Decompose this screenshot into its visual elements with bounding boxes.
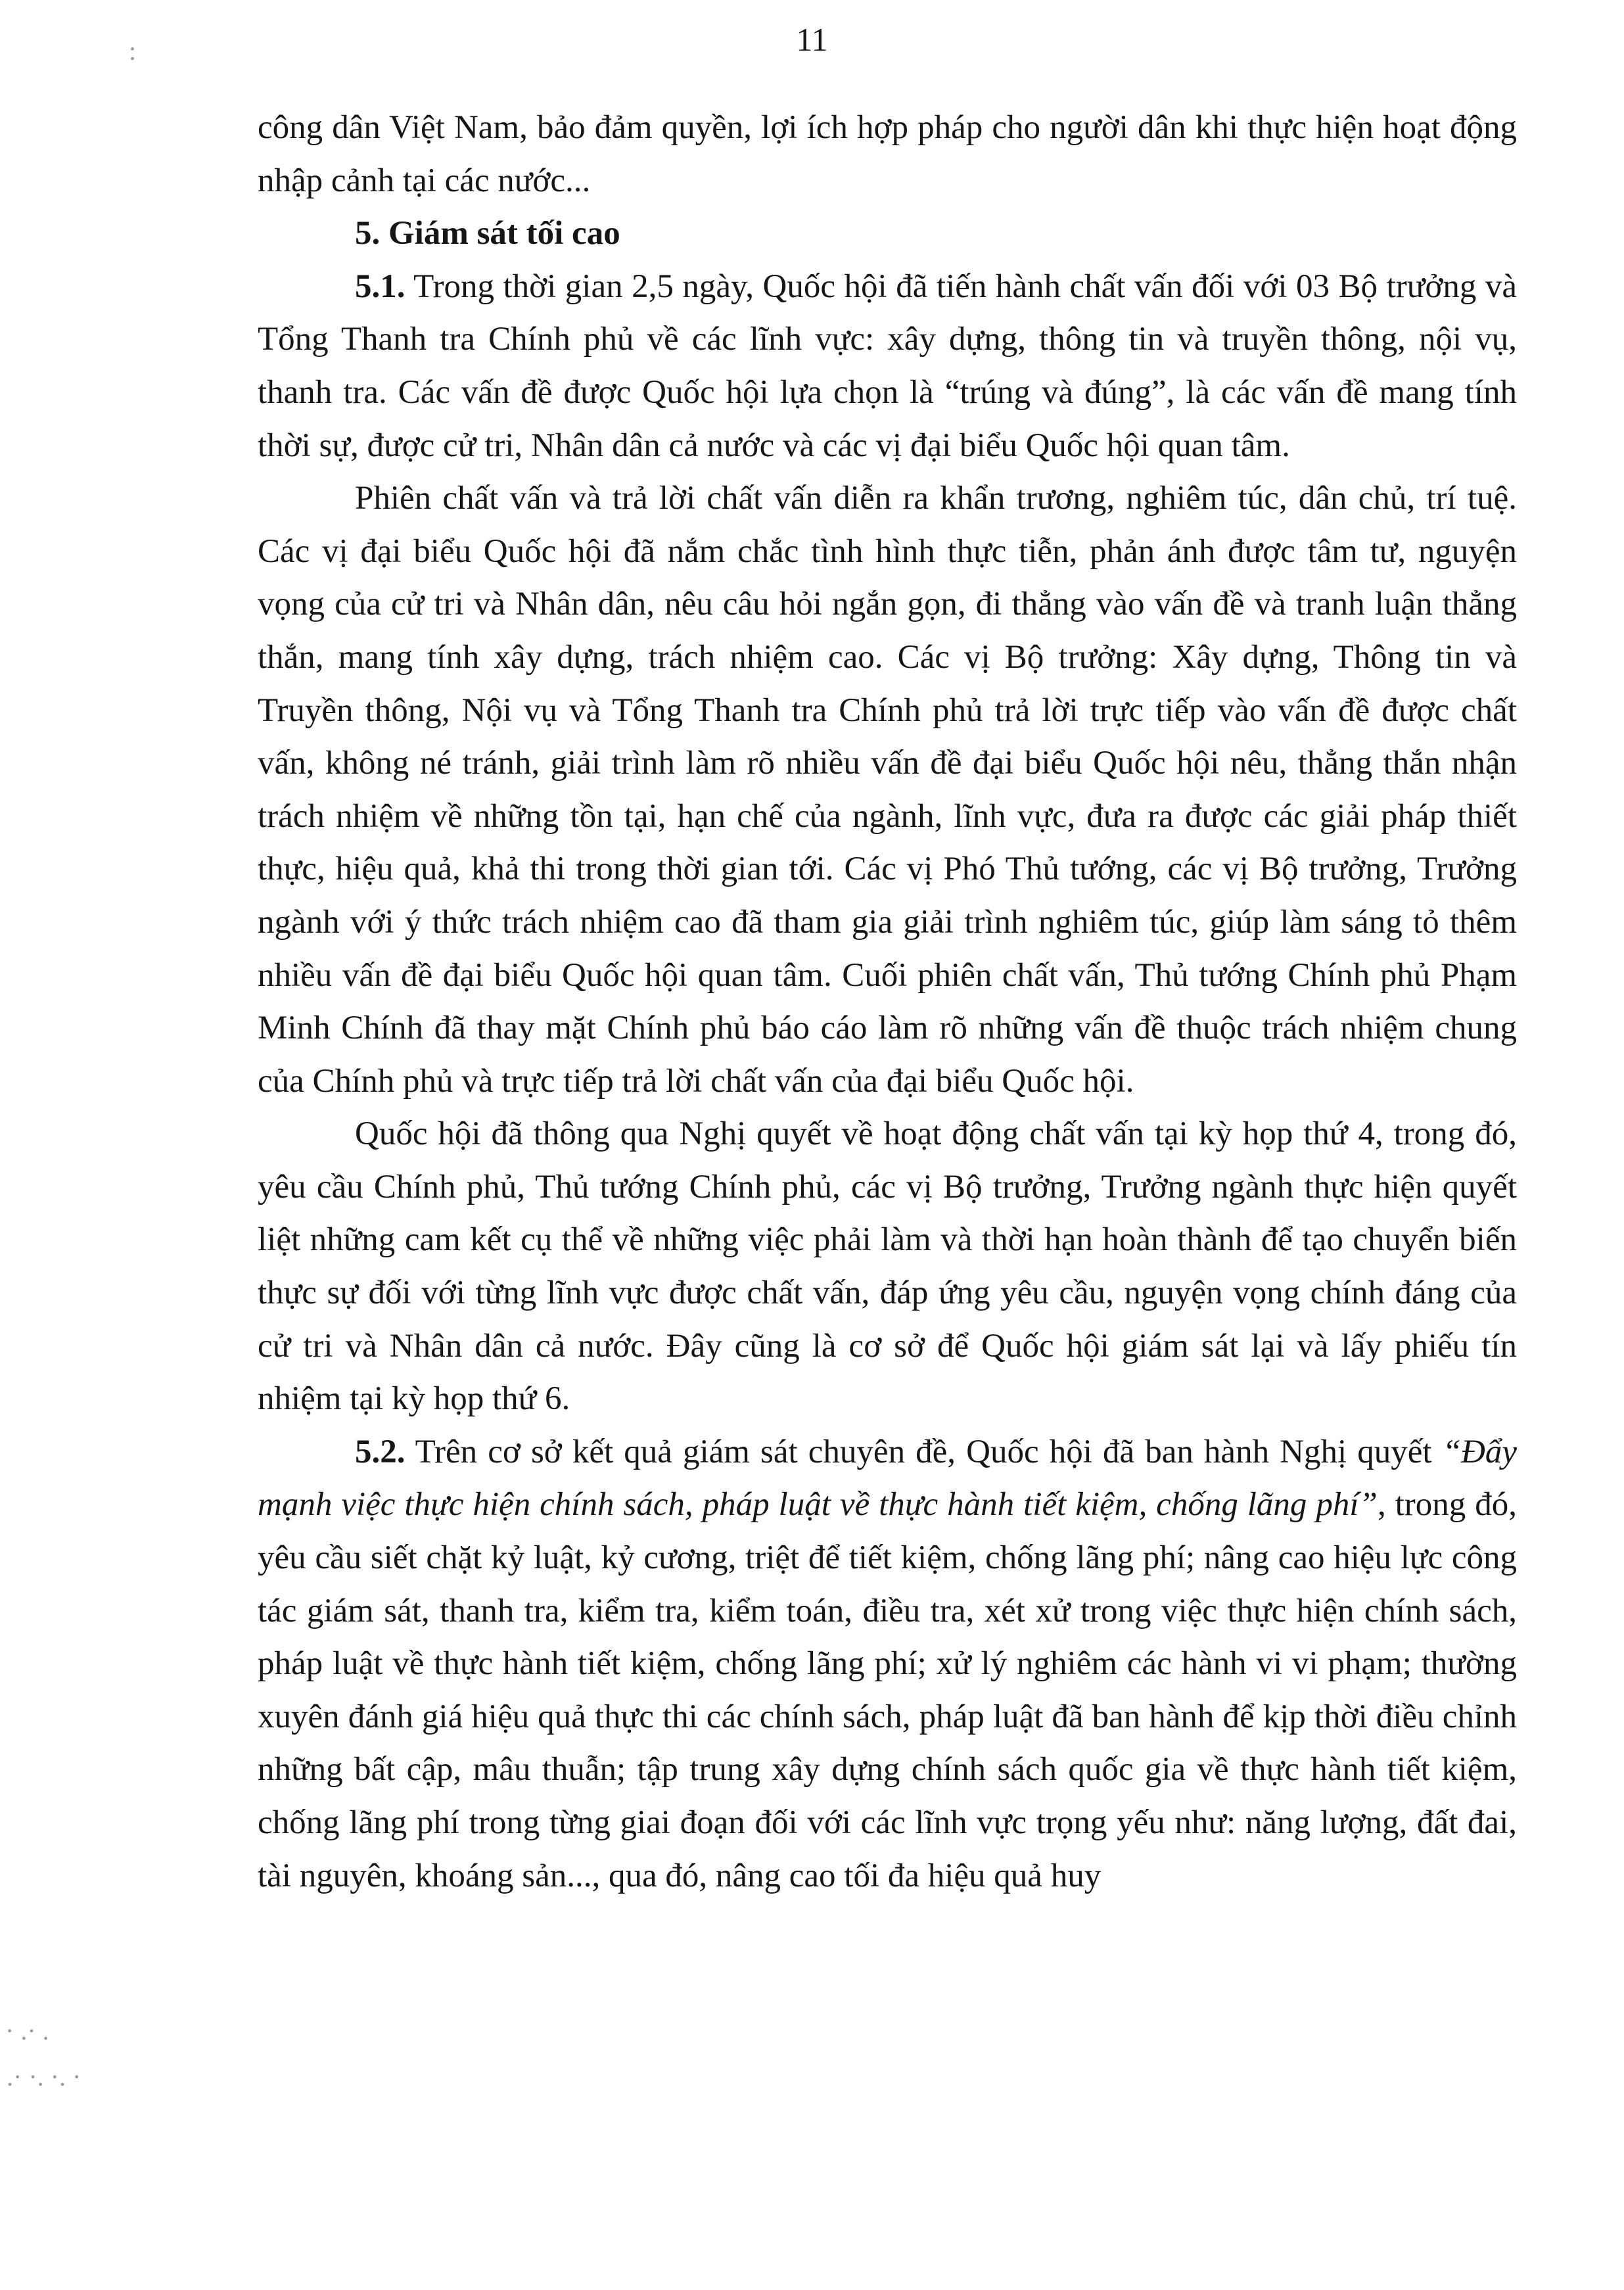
document-body (258, 101, 1517, 1902)
item-label: 5.2. (355, 1433, 406, 1470)
paragraph-text: Trên cơ sở kết quả giám sát chuyên đề, Quốc hội đã ban hành Nghị quyết (405, 1433, 1443, 1470)
paragraph-continuation: công dân Việt Nam, bảo đảm quyền, lợi ích hợp pháp cho người dân khi thực hiện hoạt động nhập cảnh tại các nước... (258, 109, 1517, 199)
paragraph-5-1 (258, 260, 1517, 472)
scan-speck: .· ·. ·. · (7, 2062, 81, 2091)
paragraph-text: , trong đó, yêu cầu siết chặt kỷ luật, kỷ cương, triệt để tiết kiệm, chống lãng phí; nâng cao hiệu lực công tác giám sát, thanh tra, kiểm tra, kiểm toán, điều tra, xét xử trong việc thực hiện chính sách, pháp luật về thực hành tiết kiệm, chống lãng phí; xử lý nghiêm các hành vi vi phạm; thường xuyên đánh giá hiệu quả thực thi các chính sách, pháp luật đã ban hành để kịp thời điều chỉnh những bất cập, mâu thuẫn; tập trung xây dựng chính sách quốc gia về thực hành tiết kiệm, chống lãng phí trong từng giai đoạn đối với các lĩnh vực trọng yếu như: năng lượng, đất đai, tài nguyên, khoáng sản..., qua đó, nâng cao tối đa hiệu quả huy (258, 1486, 1517, 1894)
resolution-title: “Đẩy mạnh việc thực hiện chính sách, pháp luật về thực hành tiết kiệm, chống lãng phí” (258, 1433, 1517, 1524)
paragraph-5-2 (258, 1426, 1517, 1902)
page-number: 11 (796, 21, 828, 58)
item-label: 5.1. (355, 268, 406, 305)
paragraph-questioning-session: Phiên chất vấn và trả lời chất vấn diễn ra khẩn trương, nghiêm túc, dân chủ, trí tuệ. Các vị đại biểu Quốc hội đã nắm chắc tình hình thực tiễn, phản ánh được tâm tư, nguyện vọng của cử tri và Nhân dân, nêu câu hỏi ngắn gọn, đi thẳng vào vấn đề và tranh luận thẳng thắn, mang tính xây dựng, trách nhiệm cao. Các vị Bộ trưởng: Xây dựng, Thông tin và Truyền thông, Nội vụ và Tổng Thanh tra Chính phủ trả lời trực tiếp vào vấn đề được chất vấn, không né tránh, giải trình làm rõ nhiều vấn đề đại biểu Quốc hội nêu, thẳng thắn nhận trách nhiệm về những tồn tại, hạn chế của ngành, lĩnh vực, đưa ra được các giải pháp thiết thực, hiệu quả, khả thi trong thời gian tới. Các vị Phó Thủ tướng, các vị Bộ trưởng, Trưởng ngành với ý thức trách nhiệm cao đã tham gia giải trình nghiêm túc, giúp làm sáng tỏ thêm nhiều vấn đề đại biểu Quốc hội quan tâm. Cuối phiên chất vấn, Thủ tướng Chính phủ Phạm Minh Chính đã thay mặt Chính phủ báo cáo làm rõ những vấn đề thuộc trách nhiệm chung của Chính phủ và trực tiếp trả lời chất vấn của đại biểu Quốc hội. (258, 480, 1517, 1100)
scan-speck: : (129, 36, 137, 66)
paragraph-resolution: Quốc hội đã thông qua Nghị quyết về hoạt động chất vấn tại kỳ họp thứ 4, trong đó, yêu cầu Chính phủ, Thủ tướng Chính phủ, các vị Bộ trưởng, Trưởng ngành thực hiện quyết liệt những cam kết cụ thể về những việc phải làm và thời hạn hoàn thành để tạo chuyển biến thực sự đối với từng lĩnh vực được chất vấn, đáp ứng yêu cầu, nguyện vọng chính đáng của cử tri và Nhân dân cả nước. Đây cũng là cơ sở để Quốc hội giám sát lại và lấy phiếu tín nhiệm tại kỳ họp thứ 6. (258, 1115, 1517, 1418)
section-heading: 5. Giám sát tối cao (355, 215, 620, 252)
paragraph-text: Trong thời gian 2,5 ngày, Quốc hội đã tiến hành chất vấn đối với 03 Bộ trưởng và Tổng Thanh tra Chính phủ về các lĩnh vực: xây dựng, thông tin và truyền thông, nội vụ, thanh tra. Các vấn đề được Quốc hội lựa chọn là “trúng và đúng”, là các vấn đề mang tính thời sự, được cử tri, Nhân dân cả nước và các vị đại biểu Quốc hội quan tâm. (258, 268, 1517, 464)
scan-speck: · .· . (5, 2016, 49, 2045)
